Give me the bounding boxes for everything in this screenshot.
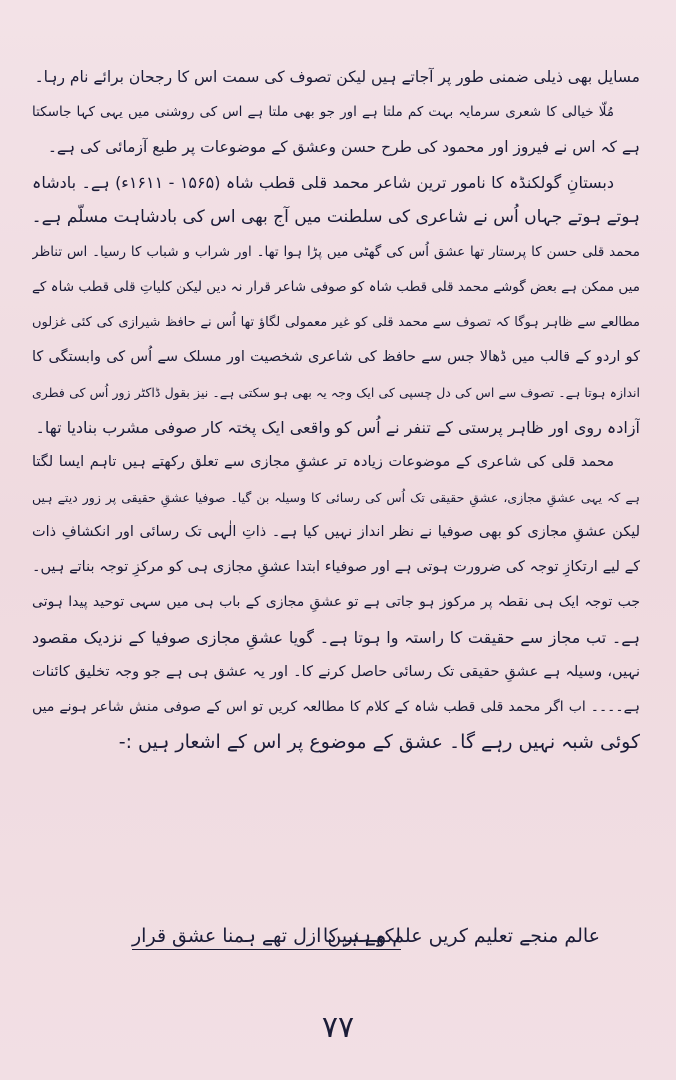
text-line: دبستانِ گولکنڈہ کا نامور ترین شاعر محمد قلی قطب شاہ (۱۵۶۵ - ۱۶۱۱ء) ہے۔ بادشاہ	[32, 173, 614, 192]
verse-second-hemistich	[132, 916, 401, 956]
verse-couplet	[32, 916, 640, 956]
text-line: کے لیے ارتکازِ توجہ کی ضرورت ہوتی ہے اور صوفیاء ابتدا عشقِ مجازی ہی کو مرکزِ توجہ بناتے ہیں۔	[32, 559, 640, 575]
text-line: ہے کہ یہی عشقِ مجازی، عشقِ حقیقی تک اُس کی رسائی کا وسیلہ بن گیا۔ صوفیا عشقِ حقیقی پر زور دیتے ہیں	[32, 490, 640, 505]
text-line: کوئی شبہ نہیں رہے گا۔ عشق کے موضوع پر اس کے اشعار ہیں :-	[118, 731, 640, 753]
text-line: آزادہ روی اور ظاہر پرستی کے تنفر نے اُس کو واقعی ایک پختہ کار صوفی مشرب بنادیا تھا۔	[35, 418, 640, 437]
text-line: محمد قلی کی شاعری کے موضوعات زیادہ تر عشقِ مجازی سے تعلق رکھتے ہیں تاہم ایسا لگتا	[32, 454, 614, 470]
text-line: اندازہ ہوتا ہے۔ تصوف سے اس کی دل چسپی کی ایک وجہ یہ بھی ہو سکتی ہے۔ نیز بقول ڈاکٹر زور اُس کی فطری	[32, 385, 640, 400]
text-line: ہے کہ اس نے فیروز اور محمود کی طرح حسن وعشق کے موضوعات پر طبع آزمائی کی ہے۔	[47, 138, 640, 156]
body-text	[32, 60, 640, 760]
text-line: ہے۔ تب مجاز سے حقیقت کا راستہ وا ہوتا ہے۔ گویا عشقِ مجازی صوفیا کے نزدیک مقصود	[32, 628, 640, 647]
text-line: مُلّا خیالی کا شعری سرمایہ بہت کم ملتا ہے اور جو بھی ملتا ہے اس کی روشنی میں یہی کہا جاسکتا	[32, 104, 614, 120]
text-line: میں ممکن ہے بعض گوشے محمد قلی قطب شاہ کو صوفی شاعر قرار نہ دیں لیکن کلیاتِ قلی قطب شاہ کے	[32, 279, 640, 295]
text-line: محمد قلی حسن کا پرستار تھا عشق اُس کی گھٹی میں پڑا ہوا تھا۔ اور شراب و شباب کا رسیا۔ اس تناظر	[32, 244, 640, 260]
verse-underline	[132, 949, 401, 950]
text-line: جب توجہ ایک ہی نقطہ پر مرکوز ہو جاتی ہے تو عشقِ مجازی کے باب ہی میں سہی توحید پیدا ہوتی	[32, 594, 640, 610]
text-line: لیکن عشقِ مجازی کو بھی صوفیا نے نظر انداز نہیں کیا ہے۔ ذاتِ الٰہی تک رسائی اور انکشافِ ذات	[32, 524, 640, 540]
page-number: ۷۷	[321, 1010, 355, 1045]
text-line: ہے۔۔۔۔ اب اگر محمد قلی قطب شاہ کے کلام کا مطالعہ کریں تو اس کے صوفی منش شاعر ہونے میں	[32, 699, 640, 715]
text-line: نہیں، وسیلہ ہے عشقِ حقیقی تک رسائی حاصل کرنے کا۔ اور یہ عشق ہی ہے جو وجہ تخلیق کائنات	[32, 664, 640, 680]
text-line: مسایل بھی ذیلی ضمنی طور پر آجاتے ہیں لیکن تصوف کی سمت اس کا رجحان برائے نام رہا۔	[34, 68, 640, 86]
verse-first-text: عالم منجے تعلیم کریں علم و ہنر کا	[322, 925, 600, 947]
text-line: ہوتے ہوتے جہاں اُس نے شاعری کی سلطنت میں آج بھی اس کی بادشاہت مسلّم ہے۔	[32, 207, 640, 227]
text-line: کو اردو کے قالب میں ڈھالا جس سے حافظ کی شاعری شخصیت اور مسلک سے اُس کی وابستگی کا	[32, 349, 640, 365]
text-line: مطالعے سے ظاہر ہوگا کہ تصوف سے محمد قلی کو غیر معمولی لگاؤ تھا اُس نے حافظ شیرازی کی کئی غزلوں	[32, 315, 640, 330]
verse-second-text: لکھے ہیں ازل تھے ہمنا عشق قرار	[132, 925, 401, 947]
